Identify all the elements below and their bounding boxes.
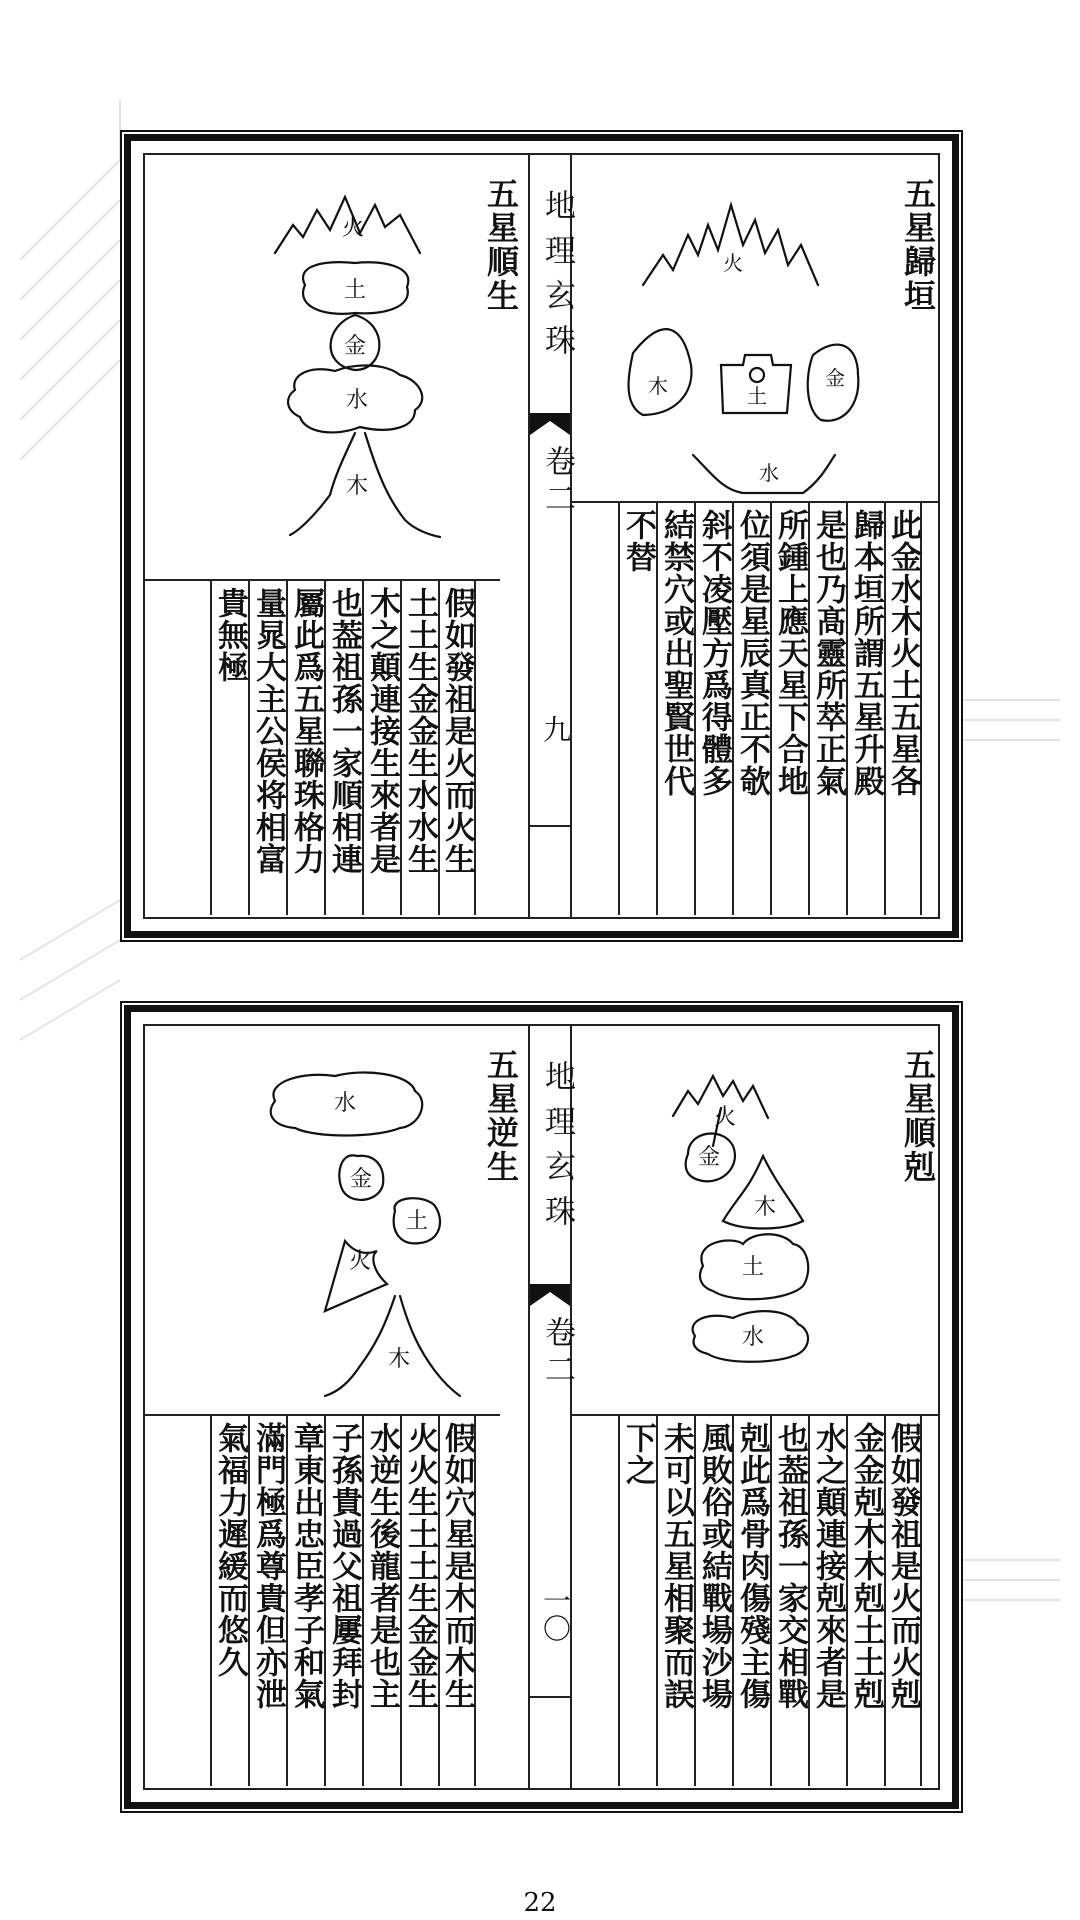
text-column: 下之 bbox=[618, 1416, 656, 1786]
text-column: 貴無極 bbox=[210, 581, 248, 915]
text-column: 土土生金金生水水生 bbox=[400, 581, 438, 915]
text-column: 所鍾上應天星下合地 bbox=[770, 503, 808, 915]
fire-label: 火 bbox=[723, 251, 743, 275]
right-commentary bbox=[618, 503, 922, 915]
five-stars-return-diagram bbox=[573, 175, 893, 505]
text-column: 木之顛連接生來者是 bbox=[362, 581, 400, 915]
wood-label: 木 bbox=[648, 374, 668, 398]
book-title: 地理玄珠 bbox=[539, 189, 575, 369]
fish-tail-mark bbox=[530, 413, 570, 435]
text-column: 也葢祖孫一家順相連 bbox=[324, 581, 362, 915]
folio-number: 一〇 bbox=[539, 1586, 572, 1642]
volume-label: 卷二 bbox=[539, 445, 575, 519]
folio-number: 九 bbox=[539, 715, 572, 743]
text-column: 斜不凌壓方爲得體多 bbox=[694, 503, 732, 915]
book-page-2 bbox=[124, 1005, 959, 1809]
right-diagram-heading: 五星順剋 bbox=[899, 1048, 937, 1184]
fire-label: 火 bbox=[713, 1105, 737, 1130]
text-column: 不替 bbox=[618, 503, 656, 915]
text-column: 歸本垣所謂五星升殿 bbox=[846, 503, 884, 915]
wood-label: 木 bbox=[387, 1347, 411, 1372]
fire-label: 火 bbox=[348, 1249, 372, 1274]
text-column: 是也乃髙靈所萃正氣 bbox=[808, 503, 846, 915]
text-column: 火火生土土生金金生 bbox=[400, 1416, 438, 1786]
water-label: 水 bbox=[333, 1091, 357, 1116]
text-column: 量晁大主公侯将相富 bbox=[248, 581, 286, 915]
water-label: 水 bbox=[759, 461, 779, 485]
text-column: 結禁穴或出聖賢世代 bbox=[656, 503, 694, 915]
text-column: 假如發祖是火而火剋 bbox=[884, 1416, 922, 1786]
center-divider bbox=[530, 825, 570, 827]
text-column: 剋此爲骨肉傷殘主傷 bbox=[732, 1416, 770, 1786]
earth-label: 土 bbox=[343, 278, 367, 303]
left-diagram-heading: 五星順生 bbox=[482, 177, 520, 313]
five-stars-sequential-generation-diagram bbox=[235, 175, 485, 565]
text-column: 水逆生後龍者是也主 bbox=[362, 1416, 400, 1786]
five-stars-sequential-control-diagram bbox=[573, 1046, 893, 1376]
text-column: 假如發祖是火而火生 bbox=[438, 581, 476, 915]
text-column: 金金剋木木剋土土剋 bbox=[846, 1416, 884, 1786]
water-label: 水 bbox=[345, 388, 369, 413]
metal-label: 金 bbox=[343, 334, 367, 359]
page-frame bbox=[143, 1024, 940, 1790]
right-diagram-heading: 五星歸垣 bbox=[899, 177, 937, 313]
text-column: 屬此爲五星聯珠格力 bbox=[286, 581, 324, 915]
text-column: 未可以五星相聚而誤 bbox=[656, 1416, 694, 1786]
text-column: 假如穴星是木而木生 bbox=[438, 1416, 476, 1786]
metal-label: 金 bbox=[697, 1145, 721, 1170]
fire-label: 火 bbox=[341, 216, 365, 241]
book-title: 地理玄珠 bbox=[539, 1060, 575, 1240]
earth-label: 土 bbox=[405, 1209, 429, 1234]
book-page-1 bbox=[124, 134, 959, 938]
center-divider bbox=[530, 1696, 570, 1698]
left-commentary bbox=[210, 1416, 476, 1786]
page-frame bbox=[143, 153, 940, 919]
text-column: 水之顛連接剋來者是 bbox=[808, 1416, 846, 1786]
center-column bbox=[528, 1026, 575, 1788]
text-column: 風敗俗或結戰場沙場 bbox=[694, 1416, 732, 1786]
volume-label: 卷二 bbox=[539, 1316, 575, 1390]
wood-label: 木 bbox=[753, 1195, 777, 1220]
text-column: 此金水木火土五星各 bbox=[884, 503, 922, 915]
right-commentary bbox=[618, 1416, 922, 1786]
metal-label: 金 bbox=[825, 366, 845, 390]
text-column: 位須是星辰真正不欹 bbox=[732, 503, 770, 915]
left-commentary bbox=[210, 581, 476, 915]
text-column: 氣福力遲緩而悠久 bbox=[210, 1416, 248, 1786]
earth-label: 土 bbox=[741, 1255, 765, 1280]
wood-label: 木 bbox=[345, 474, 369, 499]
left-diagram-heading: 五星逆生 bbox=[482, 1048, 520, 1184]
five-stars-reverse-generation-diagram bbox=[235, 1046, 485, 1416]
text-column: 子孫貴過父祖屢拜封 bbox=[324, 1416, 362, 1786]
text-column: 滿門極爲尊貴但亦泄 bbox=[248, 1416, 286, 1786]
page-number: 22 bbox=[523, 1888, 557, 1918]
fish-tail-mark bbox=[530, 1284, 570, 1306]
center-column bbox=[528, 155, 575, 917]
text-column: 章東出忠臣孝子和氣 bbox=[286, 1416, 324, 1786]
water-label: 水 bbox=[741, 1325, 765, 1350]
earth-label: 土 bbox=[747, 384, 767, 408]
metal-label: 金 bbox=[349, 1167, 373, 1192]
text-column: 也葢祖孫一家交相戰 bbox=[770, 1416, 808, 1786]
